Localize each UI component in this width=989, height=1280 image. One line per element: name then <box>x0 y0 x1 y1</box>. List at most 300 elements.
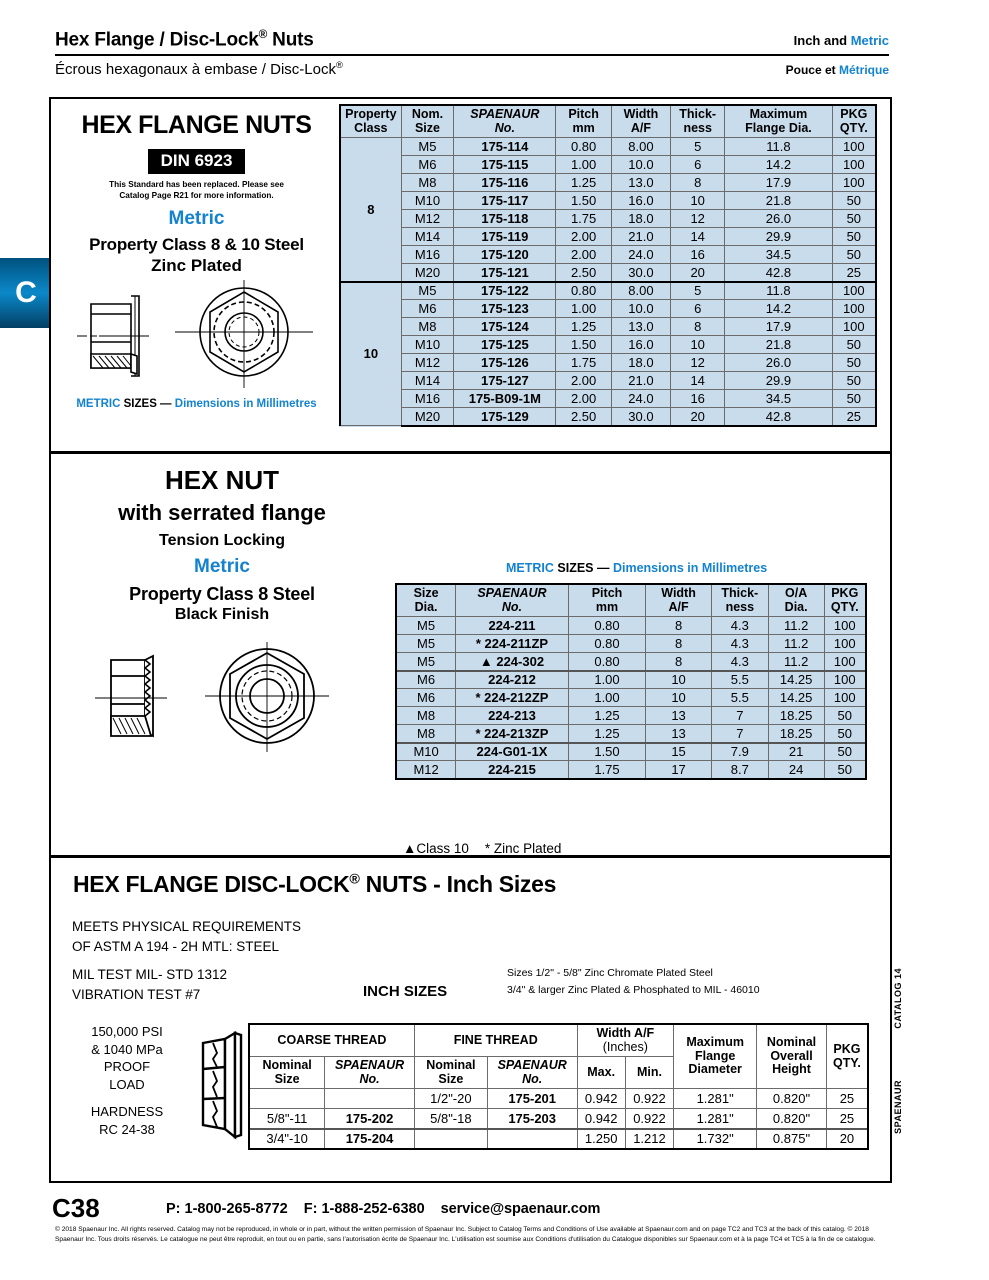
th-fine-nominal-size: Nominal Size <box>414 1057 487 1089</box>
cell-spaenaur-no[interactable]: 175-118 <box>454 210 556 228</box>
cell-spaenaur-no[interactable]: 175-119 <box>454 228 556 246</box>
th-width-min: Min. <box>625 1057 673 1089</box>
cell-width-af: 13.0 <box>611 174 670 192</box>
cell-oa-dia: 11.2 <box>768 653 824 671</box>
cell-thickness: 20 <box>671 264 725 282</box>
registered-icon-disclock: ® <box>349 871 360 888</box>
cell-max-flange-dia: 21.8 <box>725 336 832 354</box>
cell-width-min: 1.212 <box>625 1129 673 1149</box>
cell-width-af: 16.0 <box>611 192 670 210</box>
cell-max-flange-diameter: 1.732" <box>674 1129 757 1149</box>
th-nom-size: Nom. Size <box>401 105 454 138</box>
phone-number[interactable]: P: 1-800-265-8772 <box>166 1201 288 1217</box>
cell-pitch: 0.80 <box>568 617 645 635</box>
cell-width-min: 0.922 <box>625 1089 673 1109</box>
cell-max-flange-dia: 17.9 <box>725 174 832 192</box>
section1-table-wrapper <box>339 104 877 427</box>
cell-coarse-spaenaur-no[interactable]: 175-202 <box>325 1109 415 1129</box>
cell-spaenaur-no[interactable]: 175-117 <box>454 192 556 210</box>
cell-nom-size: M6 <box>401 300 454 318</box>
cell-coarse-nominal-size: 3/4"-10 <box>249 1129 325 1149</box>
cell-thickness: 5.5 <box>711 671 768 689</box>
header-units-fr: Pouce et Métrique <box>785 63 889 78</box>
cell-fine-spaenaur-no[interactable]: 175-201 <box>487 1089 577 1109</box>
cell-thickness: 14 <box>671 372 725 390</box>
cell-thickness: 12 <box>671 210 725 228</box>
cell-spaenaur-no[interactable]: 175-125 <box>454 336 556 354</box>
cell-width-af: 30.0 <box>611 408 670 426</box>
cell-pitch: 1.00 <box>556 156 611 174</box>
cell-coarse-spaenaur-no[interactable] <box>325 1089 415 1109</box>
content-frame <box>49 97 892 1183</box>
din-standard-badge: DIN 6923 <box>148 149 246 174</box>
cell-size-dia: M8 <box>396 707 456 725</box>
th-coarse-thread: COARSE THREAD <box>249 1024 414 1057</box>
cell-max-flange-dia: 26.0 <box>725 354 832 372</box>
cell-spaenaur-no[interactable]: 175-121 <box>454 264 556 282</box>
cell-pkg-qty: 100 <box>832 282 876 300</box>
th-thickness: Thick- ness <box>711 584 768 617</box>
cell-nominal-overall-height: 0.875" <box>757 1129 827 1149</box>
section-hex-flange-nuts <box>51 99 890 451</box>
cell-oa-dia: 24 <box>768 761 824 779</box>
cell-spaenaur-no[interactable]: * 224-213ZP <box>456 725 569 743</box>
th-spaenaur-no: SPAENAUR No. <box>454 105 556 138</box>
section1-note: This Standard has been replaced. Please see Catalog Page R21 for more information. <box>109 180 284 200</box>
cell-pkg-qty: 25 <box>826 1089 868 1109</box>
table-row <box>340 174 876 192</box>
cell-thickness: 20 <box>671 408 725 426</box>
table-row <box>396 617 866 635</box>
cell-oa-dia: 21 <box>768 743 824 761</box>
cell-pkg-qty: 50 <box>832 192 876 210</box>
th-fine-thread: FINE THREAD <box>414 1024 577 1057</box>
section1-property-class: Property Class 8 & 10 Steel <box>89 235 304 254</box>
section-tab-letter: C <box>15 276 37 309</box>
cell-pitch: 0.80 <box>568 653 645 671</box>
table-row <box>340 156 876 174</box>
cell-pkg-qty: 50 <box>832 210 876 228</box>
cell-max-flange-dia: 34.5 <box>725 390 832 408</box>
cell-nom-size: M12 <box>401 354 454 372</box>
cell-fine-spaenaur-no[interactable] <box>487 1129 577 1149</box>
cell-pitch: 1.00 <box>556 300 611 318</box>
section2-metric-sizes-note: METRIC SIZES — Dimensions in Millimetres <box>506 561 768 575</box>
cell-size-dia: M5 <box>396 635 456 653</box>
table-row <box>340 408 876 426</box>
section3-table-wrapper <box>248 1023 869 1150</box>
cell-max-flange-diameter: 1.281" <box>674 1109 757 1129</box>
cell-spaenaur-no[interactable]: 175-116 <box>454 174 556 192</box>
cell-coarse-nominal-size <box>249 1089 325 1109</box>
section-disc-lock-inch <box>51 855 890 1185</box>
cell-thickness: 14 <box>671 228 725 246</box>
cell-thickness: 12 <box>671 354 725 372</box>
cell-thickness: 16 <box>671 390 725 408</box>
cell-pitch: 1.50 <box>556 336 611 354</box>
cell-pkg-qty: 100 <box>824 653 866 671</box>
cell-spaenaur-no[interactable]: 175-114 <box>454 138 556 156</box>
registered-icon-fr: ® <box>335 60 343 71</box>
cell-pkg-qty: 50 <box>824 743 866 761</box>
cell-pkg-qty: 50 <box>824 725 866 743</box>
cell-width-af: 8.00 <box>611 138 670 156</box>
cell-pitch: 1.25 <box>568 725 645 743</box>
cell-thickness: 4.3 <box>711 617 768 635</box>
cell-thickness: 4.3 <box>711 635 768 653</box>
cell-spaenaur-no[interactable]: 175-127 <box>454 372 556 390</box>
cell-spaenaur-no[interactable]: * 224-211ZP <box>456 635 569 653</box>
th-size-dia: Size Dia. <box>396 584 456 617</box>
cell-pkg-qty: 100 <box>824 689 866 707</box>
cell-pitch: 0.80 <box>556 138 611 156</box>
cell-spaenaur-no[interactable]: 175-124 <box>454 318 556 336</box>
cell-spaenaur-no[interactable]: ▲ 224-302 <box>456 653 569 671</box>
cell-thickness: 5.5 <box>711 689 768 707</box>
cell-thickness: 6 <box>671 300 725 318</box>
table-row <box>396 689 866 707</box>
cell-width-af: 8 <box>646 617 712 635</box>
cell-max-flange-dia: 34.5 <box>725 246 832 264</box>
cell-nom-size: M8 <box>401 318 454 336</box>
cell-pkg-qty: 25 <box>826 1109 868 1129</box>
cell-thickness: 5 <box>671 282 725 300</box>
registered-icon: ® <box>258 28 268 41</box>
cell-nominal-overall-height: 0.820" <box>757 1089 827 1109</box>
cell-spaenaur-no[interactable]: 224-212 <box>456 671 569 689</box>
cell-pitch: 2.00 <box>556 228 611 246</box>
cell-nom-size: M6 <box>401 156 454 174</box>
header-units-en: Inch and Metric <box>793 33 889 49</box>
cell-thickness: 7 <box>711 725 768 743</box>
cell-pkg-qty: 100 <box>832 156 876 174</box>
cell-oa-dia: 18.25 <box>768 707 824 725</box>
cell-pkg-qty: 100 <box>832 318 876 336</box>
table-header-row <box>340 105 876 138</box>
cell-pkg-qty: 50 <box>832 354 876 372</box>
cell-max-flange-dia: 26.0 <box>725 210 832 228</box>
page-number: C38 <box>52 1193 100 1223</box>
cell-spaenaur-no[interactable]: 175-129 <box>454 408 556 426</box>
section2-table-wrapper <box>395 583 867 780</box>
table-row <box>396 653 866 671</box>
cell-width-af: 13 <box>646 707 712 725</box>
th-pkg-qty: PKG QTY. <box>824 584 866 617</box>
cell-thickness: 8 <box>671 174 725 192</box>
cell-max-flange-diameter: 1.281" <box>674 1089 757 1109</box>
cell-pkg-qty: 50 <box>832 228 876 246</box>
cell-pitch: 2.00 <box>556 390 611 408</box>
table-row <box>340 210 876 228</box>
cell-width-af: 24.0 <box>611 390 670 408</box>
table-row <box>340 282 876 300</box>
cell-nom-size: M10 <box>401 192 454 210</box>
side-catalog-label: CATALOG 14 <box>893 968 903 1029</box>
cell-max-flange-dia: 29.9 <box>725 228 832 246</box>
cell-width-max: 1.250 <box>577 1129 625 1149</box>
cell-width-max: 0.942 <box>577 1109 625 1129</box>
cell-oa-dia: 11.2 <box>768 617 824 635</box>
cell-oa-dia: 11.2 <box>768 635 824 653</box>
section1-metric-label: Metric <box>168 208 225 229</box>
cell-spaenaur-no[interactable]: 224-G01-1X <box>456 743 569 761</box>
cell-fine-spaenaur-no[interactable]: 175-203 <box>487 1109 577 1129</box>
cell-pitch: 0.80 <box>556 282 611 300</box>
table-row <box>249 1109 868 1129</box>
cell-pitch: 1.50 <box>568 743 645 761</box>
serrated-flange-nut-top-view-icon <box>199 636 335 756</box>
cell-width-max: 0.942 <box>577 1089 625 1109</box>
th-max-flange-dia: Maximum Flange Dia. <box>725 105 832 138</box>
cell-nom-size: M16 <box>401 246 454 264</box>
cell-max-flange-dia: 14.2 <box>725 156 832 174</box>
cell-spaenaur-no[interactable]: 175-126 <box>454 354 556 372</box>
cell-pkg-qty: 100 <box>832 174 876 192</box>
section1-finish: Zinc Plated <box>151 256 242 275</box>
cell-size-dia: M12 <box>396 761 456 779</box>
disc-lock-inch-table-body <box>249 1089 868 1149</box>
th-pitch: Pitch mm <box>556 105 611 138</box>
cell-thickness: 10 <box>671 192 725 210</box>
cell-width-af: 8 <box>646 653 712 671</box>
th-spaenaur-no: SPAENAUR No. <box>456 584 569 617</box>
copyright-text: © 2018 Spaenaur Inc. All rights reserved. Catalog may not be reproduced, in whole or in part, without the written permission of Spaenaur Inc. Subject to Catalog Terms and Conditions of Use available at Spaenaur.com and on page TC2 and TC3 at the back of this catalog. © 2018 Spaenaur Inc. Tous droits réservés. Le catalogue ne peut être reproduit, en tout ou en partie, sans l'autorisation écrite de Spaenaur Inc. L'utilisation est soumise aux Conditions d'utilisation du Catalogue disponibles sur Spaenaur.com et à la page TC4 et TC5 à la fin de ce catalogue. <box>55 1226 876 1244</box>
cell-width-af: 13 <box>646 725 712 743</box>
cell-oa-dia: 14.25 <box>768 671 824 689</box>
serrated-flange-nut-side-view-icon <box>91 642 175 750</box>
table-row <box>396 671 866 689</box>
table-row <box>396 635 866 653</box>
th-coarse-spaenaur-no: SPAENAUR No. <box>325 1057 415 1089</box>
cell-max-flange-dia: 29.9 <box>725 372 832 390</box>
section2-footnotes <box>403 841 561 856</box>
cell-width-min: 0.922 <box>625 1109 673 1129</box>
cell-max-flange-dia: 11.8 <box>725 138 832 156</box>
section2-metric-label: Metric <box>194 556 250 577</box>
cell-pitch: 1.50 <box>556 192 611 210</box>
cell-spaenaur-no[interactable]: 175-122 <box>454 282 556 300</box>
footer-contact <box>166 1201 600 1217</box>
section-tab-c[interactable] <box>0 258 52 328</box>
cell-spaenaur-no[interactable]: 175-115 <box>454 156 556 174</box>
cell-spaenaur-no[interactable]: * 224-212ZP <box>456 689 569 707</box>
cell-nom-size: M8 <box>401 174 454 192</box>
section2-property-class: Property Class 8 Steel <box>129 584 315 604</box>
section2-heading: HEX NUT <box>164 465 280 495</box>
cell-pitch: 1.00 <box>568 671 645 689</box>
cell-pkg-qty: 100 <box>832 138 876 156</box>
cell-max-flange-dia: 21.8 <box>725 192 832 210</box>
cell-max-flange-dia: 42.8 <box>725 264 832 282</box>
cell-nom-size: M20 <box>401 408 454 426</box>
hex-flange-nuts-table <box>339 104 877 427</box>
th-fine-spaenaur-no: SPAENAUR No. <box>487 1057 577 1089</box>
cell-nom-size: M14 <box>401 372 454 390</box>
cell-width-af: 24.0 <box>611 246 670 264</box>
page-header <box>55 28 889 78</box>
th-thickness: Thick- ness <box>671 105 725 138</box>
cell-nom-size: M14 <box>401 228 454 246</box>
cell-max-flange-dia: 17.9 <box>725 318 832 336</box>
cell-width-af: 30.0 <box>611 264 670 282</box>
cell-width-af: 8.00 <box>611 282 670 300</box>
cell-width-af: 18.0 <box>611 354 670 372</box>
hex-flange-nut-top-view-icon <box>173 276 315 388</box>
cell-pkg-qty: 50 <box>824 761 866 779</box>
disc-lock-inch-table <box>248 1023 869 1150</box>
cell-nom-size: M16 <box>401 390 454 408</box>
cell-coarse-spaenaur-no[interactable]: 175-204 <box>325 1129 415 1149</box>
cell-width-af: 10.0 <box>611 300 670 318</box>
email-address[interactable]: service@spaenaur.com <box>440 1201 601 1217</box>
th-width-af: Width A/F <box>611 105 670 138</box>
cell-nom-size: M12 <box>401 210 454 228</box>
cell-pkg-qty: 50 <box>832 336 876 354</box>
cell-width-af: 21.0 <box>611 228 670 246</box>
table-row <box>340 354 876 372</box>
cell-width-af: 10 <box>646 689 712 707</box>
section2-description <box>57 465 387 756</box>
cell-pkg-qty: 20 <box>826 1129 868 1149</box>
section1-description <box>55 103 338 447</box>
cell-pkg-qty: 100 <box>824 671 866 689</box>
cell-size-dia: M6 <box>396 671 456 689</box>
table-row <box>340 138 876 156</box>
cell-spaenaur-no[interactable]: 224-211 <box>456 617 569 635</box>
section2-sub1: with serrated flange <box>118 500 326 525</box>
th-property-class: Property Class <box>340 105 401 138</box>
fax-number: F: 1-888-252-6380 <box>303 1201 425 1217</box>
cell-pkg-qty: 50 <box>832 390 876 408</box>
cell-size-dia: M5 <box>396 617 456 635</box>
hex-nut-serrated-flange-table <box>395 583 867 780</box>
cell-size-dia: M5 <box>396 653 456 671</box>
cell-spaenaur-no[interactable]: 175-B09-1M <box>454 390 556 408</box>
cell-width-af: 10.0 <box>611 156 670 174</box>
cell-pkg-qty: 25 <box>832 408 876 426</box>
cell-pitch: 1.25 <box>568 707 645 725</box>
cell-thickness: 7 <box>711 707 768 725</box>
section2-sub2: Tension Locking <box>159 532 285 549</box>
cell-width-af: 10 <box>646 671 712 689</box>
header-title-en: Hex Flange / Disc-Lock® Nuts <box>55 28 314 51</box>
cell-fine-nominal-size: 1/2"-20 <box>414 1089 487 1109</box>
cell-pitch: 1.75 <box>556 354 611 372</box>
footnote-zinc-plated: * Zinc Plated <box>484 841 562 856</box>
cell-width-af: 13.0 <box>611 318 670 336</box>
table-row <box>249 1089 868 1109</box>
cell-nom-size: M5 <box>401 282 454 300</box>
table-row <box>340 336 876 354</box>
cell-pkg-qty: 100 <box>824 617 866 635</box>
table-row <box>396 707 866 725</box>
table-row <box>340 372 876 390</box>
footnote-class-10: ▲Class 10 <box>403 841 469 856</box>
table-row <box>340 300 876 318</box>
cell-oa-dia: 14.25 <box>768 689 824 707</box>
cell-nominal-overall-height: 0.820" <box>757 1109 827 1129</box>
cell-pkg-qty: 50 <box>832 372 876 390</box>
th-coarse-nominal-size: Nominal Size <box>249 1057 325 1089</box>
cell-width-af: 16.0 <box>611 336 670 354</box>
cell-nom-size: M10 <box>401 336 454 354</box>
cell-property-class: 8 <box>340 138 401 282</box>
cell-pkg-qty: 50 <box>832 246 876 264</box>
th-max-flange-diameter: Maximum Flange Diameter <box>674 1024 757 1089</box>
cell-fine-nominal-size: 5/8"-18 <box>414 1109 487 1129</box>
cell-width-af: 8 <box>646 635 712 653</box>
th-pkg-qty: PKG QTY. <box>832 105 876 138</box>
cell-pkg-qty: 50 <box>824 707 866 725</box>
cell-spaenaur-no[interactable]: 175-120 <box>454 246 556 264</box>
header-title-fr: Écrous hexagonaux à embase / Disc-Lock® <box>55 60 343 79</box>
cell-spaenaur-no[interactable]: 175-123 <box>454 300 556 318</box>
cell-width-af: 18.0 <box>611 210 670 228</box>
th-nominal-overall-height: Nominal Overall Height <box>757 1024 827 1089</box>
th-width-max: Max. <box>577 1057 625 1089</box>
cell-thickness: 7.9 <box>711 743 768 761</box>
th-oa-dia: O/A Dia. <box>768 584 824 617</box>
cell-spaenaur-no[interactable]: 224-215 <box>456 761 569 779</box>
cell-pkg-qty: 100 <box>824 635 866 653</box>
disc-lock-nut-side-view-icon <box>191 1025 247 1145</box>
table-row <box>396 743 866 761</box>
cell-thickness: 5 <box>671 138 725 156</box>
cell-pitch: 0.80 <box>568 635 645 653</box>
section3-proof-load-block: 150,000 PSI & 1040 MPa PROOF LOAD HARDNESS RC 24-38 <box>90 1024 164 1137</box>
cell-fine-nominal-size <box>414 1129 487 1149</box>
cell-coarse-nominal-size: 5/8"-11 <box>249 1109 325 1129</box>
cell-size-dia: M10 <box>396 743 456 761</box>
cell-thickness: 16 <box>671 246 725 264</box>
table-header-row <box>396 584 866 617</box>
cell-nom-size: M20 <box>401 264 454 282</box>
cell-property-class: 10 <box>340 282 401 426</box>
cell-spaenaur-no[interactable]: 224-213 <box>456 707 569 725</box>
cell-oa-dia: 18.25 <box>768 725 824 743</box>
cell-pitch: 2.50 <box>556 264 611 282</box>
section1-metric-sizes-note: METRIC SIZES — Dimensions in Millimetres <box>76 398 317 410</box>
section1-heading: HEX FLANGE NUTS <box>81 111 312 139</box>
cell-nom-size: M5 <box>401 138 454 156</box>
table-row <box>396 725 866 743</box>
th-pkg-qty: PKG QTY. <box>826 1024 868 1089</box>
table-row <box>340 264 876 282</box>
cell-pitch: 1.25 <box>556 318 611 336</box>
table-header-group-row <box>249 1024 868 1057</box>
table-row <box>340 390 876 408</box>
table-row <box>340 192 876 210</box>
section2-figures <box>57 636 387 756</box>
table-row <box>340 318 876 336</box>
cell-max-flange-dia: 11.8 <box>725 282 832 300</box>
cell-pitch: 1.25 <box>556 174 611 192</box>
cell-pitch: 2.00 <box>556 372 611 390</box>
cell-width-af: 21.0 <box>611 372 670 390</box>
section3-heading: HEX FLANGE DISC-LOCK® NUTS - Inch Sizes <box>73 871 557 897</box>
cell-pitch: 2.00 <box>556 246 611 264</box>
th-width-af: Width A/F (Inches) <box>577 1024 674 1057</box>
hex-flange-nuts-table-body <box>340 138 876 426</box>
cell-pitch: 1.00 <box>568 689 645 707</box>
hex-flange-nut-side-view-icon <box>73 282 159 382</box>
section1-figures <box>55 282 338 392</box>
cell-pitch: 1.75 <box>556 210 611 228</box>
cell-pkg-qty: 25 <box>832 264 876 282</box>
hex-nut-serrated-flange-table-body <box>396 617 866 779</box>
section-hex-nut-serrated <box>51 451 890 855</box>
section3-spec-mil: MIL TEST MIL- STD 1312 VIBRATION TEST #7 <box>72 967 228 1002</box>
